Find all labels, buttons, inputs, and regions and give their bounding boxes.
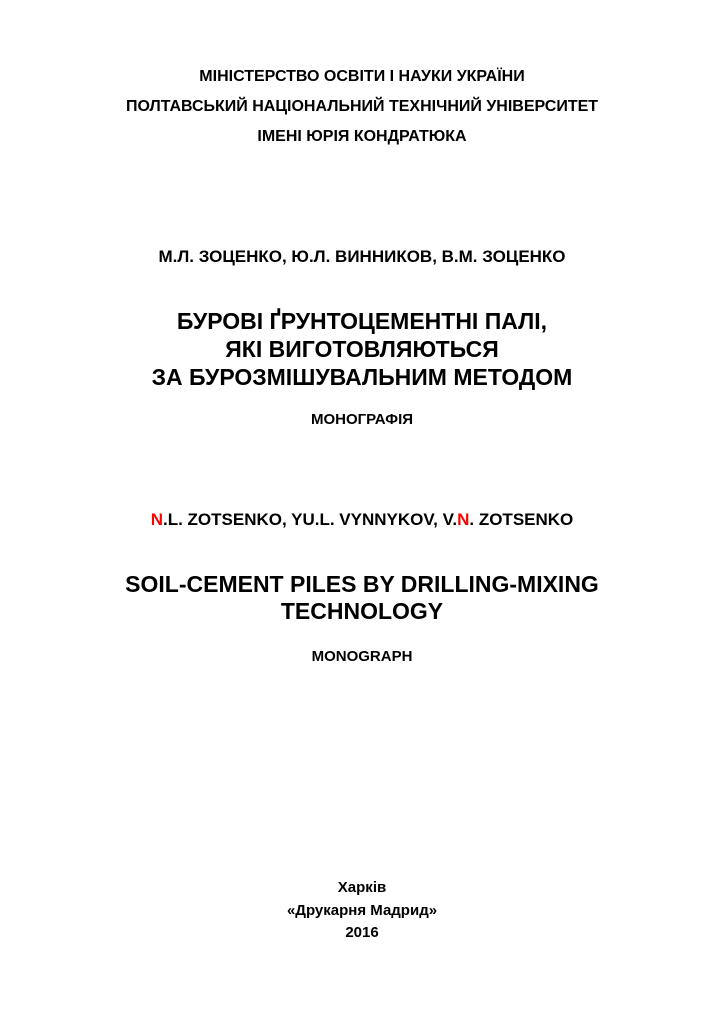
genre-english: MONOGRAPH (311, 648, 413, 665)
authors-ukrainian: М.Л. ЗОЦЕНКО, Ю.Л. ВИННИКОВ, В.М. ЗОЦЕНКО (158, 247, 566, 266)
imprint-publisher: «Друкарня Мадрид» (286, 902, 438, 919)
title-line: ЗА БУРОЗМІШУВАЛЬНИМ МЕТОДОМ (151, 364, 573, 390)
genre-ukrainian: МОНОГРАФІЯ (310, 411, 414, 428)
authors-text: . ZOTSENKO (469, 510, 574, 529)
university-line: ПОЛТАВСЬКИЙ НАЦІОНАЛЬНИЙ ТЕХНІЧНИЙ УНІВЕРСИТЕТ (125, 98, 599, 115)
title-line: TECHNOLOGY (280, 598, 444, 624)
author-initial-highlight: N (457, 510, 470, 529)
authors-text: .L. ZOTSENKO, YU.L. VYNNYKOV, V. (162, 510, 458, 529)
title-line: ЯКІ ВИГОТОВЛЯЮТЬСЯ (225, 336, 499, 362)
title-line: SOIL-CEMENT PILES BY DRILLING-MIXING (125, 571, 599, 597)
author-initial-highlight: N (150, 510, 163, 529)
university-name-line: ІМЕНІ ЮРІЯ КОНДРАТЮКА (257, 128, 467, 145)
title-line: БУРОВІ ҐРУНТОЦЕМЕНТНІ ПАЛІ, (176, 308, 548, 334)
authors-english (0, 510, 724, 530)
imprint-year: 2016 (345, 924, 379, 941)
imprint-city: Харків (337, 879, 387, 896)
ministry-line: МІНІСТЕРСТВО ОСВІТИ І НАУКИ УКРАЇНИ (199, 68, 525, 85)
